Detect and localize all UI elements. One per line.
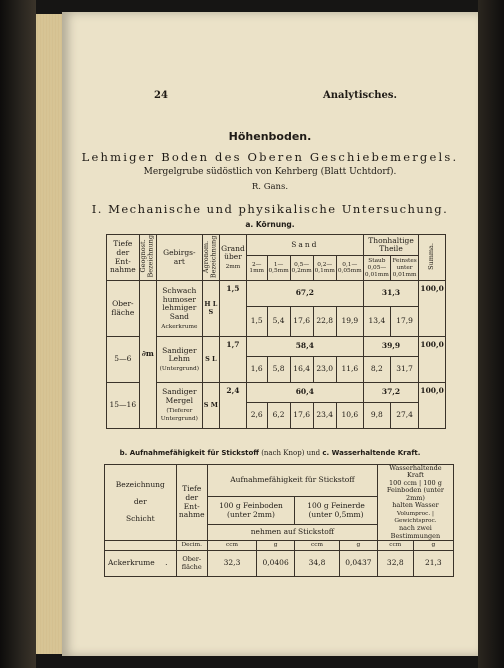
header-geognost: Geognost. Bezeichnung	[139, 235, 156, 281]
unit-cell: ccm	[207, 541, 256, 551]
table-cell-sand: 19,9	[336, 307, 363, 337]
table-cell-summa: 100,0	[419, 383, 446, 429]
section-heading: I. Mechanische und physikalische Untersuchung.	[91, 202, 449, 216]
table-cell-gebirgsart: Sandiger Lehm (Untergrund)	[156, 337, 202, 383]
unit-cell: g	[339, 541, 377, 551]
table-cell-thon-total: 39,9	[363, 337, 418, 357]
table-cell-gebirgsart: Sandiger Mergel (Tieferer Untergrund)	[156, 383, 202, 429]
table-cell-value: 32,8	[377, 551, 413, 577]
running-title: Analytisches.	[323, 90, 397, 101]
header-nehmen: nehmen auf Stickstoff	[207, 525, 377, 541]
table-cell-staub: 9,8	[363, 403, 390, 429]
table-cell-staub: 8,2	[363, 357, 390, 383]
table-cell-tiefe: 5—6	[107, 337, 140, 383]
unit-cell: ccm	[295, 541, 340, 551]
table-cell-gebirgsart: Schwach humoser lehmiger Sand Ackerkrume	[156, 281, 202, 337]
header-sand-col: 1—0,5mm	[267, 256, 290, 281]
table-cell-tiefe: 15—16	[107, 383, 140, 429]
table-cell-sand: 17,6	[290, 307, 313, 337]
unit-cell-empty	[105, 541, 177, 551]
header-aufnahme: Aufnahmefähigkeit für Stickstoff	[207, 465, 377, 497]
header-sand-col: 0,2—0,1mm	[313, 256, 336, 281]
table-cell-value: 21,3	[413, 551, 453, 577]
header-sand-col: 0,1—0,05mm	[336, 256, 363, 281]
book-cover-edge	[478, 0, 504, 668]
table-cell-sand: 16,4	[290, 357, 313, 383]
table-cell-sand: 2,6	[246, 403, 267, 429]
table-cell-value: 34,8	[295, 551, 340, 577]
table-cell-sand-total: 60,4	[246, 383, 363, 403]
table-cell-feinstes: 17,9	[390, 307, 418, 337]
table-cell-sand: 5,4	[267, 307, 290, 337]
author: R. Gans.	[251, 182, 289, 192]
subsection-c-label: c. Wasserhaltende Kraft.	[322, 449, 421, 457]
page-stack	[36, 14, 64, 654]
table-cell-sand: 17,6	[290, 403, 313, 429]
header-wasser: Wasserhaltende Kraft 100 ccm | 100 g Feinboden (unter 2mm) halten Wasser Volumproc. | Gewichtsproc. nach zwei Bestimmungen	[377, 465, 453, 541]
subsection-b-label: b. Aufnahmefähigkeit für Stickstoff	[119, 449, 259, 457]
table-cell-sand-total: 67,2	[246, 281, 363, 307]
table-cell-grand: 1,7	[220, 337, 247, 383]
table-cell-sand: 10,6	[336, 403, 363, 429]
subsection-b-heading	[62, 449, 478, 457]
table-cell-tiefe: Ober- fläche	[107, 281, 140, 337]
table-cell-sand: 11,6	[336, 357, 363, 383]
table-cell-geognost: ∂m	[139, 281, 156, 429]
table-cell-summa: 100,0	[419, 337, 446, 383]
header-thon: Thonhaltige Theile	[363, 235, 418, 256]
header-staub: Staub 0,05— 0,01mm	[363, 256, 390, 281]
header-sand: Sand	[246, 235, 363, 256]
table-cell-sand-total: 58,4	[246, 337, 363, 357]
unit-decim: Decim.	[176, 541, 207, 551]
header-tiefe: Tiefe der Ent- nahme	[176, 465, 207, 541]
subsection-b-connector: (nach Knop) und	[258, 449, 323, 457]
table-cell-feinstes: 31,7	[390, 357, 418, 383]
table-cell-grand: 1,5	[220, 281, 247, 337]
table-cell-schicht: Ackerkrume .	[105, 551, 177, 577]
table-cell-thon-total: 37,2	[363, 383, 418, 403]
table-cell-value: 32,3	[207, 551, 256, 577]
nitrogen-water-table	[104, 464, 454, 577]
table-cell-sand: 23,0	[313, 357, 336, 383]
table-cell-sand: 6,2	[267, 403, 290, 429]
table-cell-sand: 1,5	[246, 307, 267, 337]
header-feinerde: 100 g Feinerde (unter 0,5mm)	[295, 497, 378, 525]
table-cell-value: 0,0437	[339, 551, 377, 577]
header-feinstes: Feinstes unter 0,01mm	[390, 256, 418, 281]
table-cell-agronom: H L S	[202, 281, 219, 337]
header-tiefe: Tiefe der Ent- nahme	[107, 235, 140, 281]
header-gebirgsart: Gebirgs- art	[156, 235, 202, 281]
header-agronom: Agronom. Bezeichnung	[202, 235, 219, 281]
header-sand-col: 2—1mm	[246, 256, 267, 281]
soil-description: Lehmiger Boden des Oberen Geschiebemergels.	[81, 150, 459, 164]
table-cell-agronom: S L	[202, 337, 219, 383]
header-sand-col: 0,5—0,2mm	[290, 256, 313, 281]
table-cell-agronom: S M	[202, 383, 219, 429]
table-cell-sand: 22,8	[313, 307, 336, 337]
subsection-heading: a. Körnung.	[245, 220, 295, 229]
grain-size-table	[106, 234, 446, 429]
table-cell-feinstes: 27,4	[390, 403, 418, 429]
page-title: Höhenboden.	[228, 130, 312, 143]
unit-cell: ccm	[377, 541, 413, 551]
table-cell-sand: 1,6	[246, 357, 267, 383]
unit-cell: g	[413, 541, 453, 551]
table-cell-value: 0,0406	[257, 551, 295, 577]
header-bezeichnung: Bezeichnung der Schicht	[105, 465, 177, 541]
table-cell-staub: 13,4	[363, 307, 390, 337]
book-page	[62, 12, 478, 656]
location: Mergelgrube südöstlich von Kehrberg (Blatt Uchtdorf).	[143, 167, 397, 177]
table-cell-thon-total: 31,3	[363, 281, 418, 307]
table-cell-summa: 100,0	[419, 281, 446, 337]
header-feinboden: 100 g Feinboden (unter 2mm)	[207, 497, 294, 525]
table-cell-grand: 2,4	[220, 383, 247, 429]
table-cell-tiefe: Ober- fläche	[176, 551, 207, 577]
header-grand: Grand über 2mm	[220, 235, 247, 281]
header-summa: Summa.	[419, 235, 446, 281]
table-cell-sand: 5,8	[267, 357, 290, 383]
unit-cell: g	[257, 541, 295, 551]
page-number: 24	[154, 90, 168, 101]
table-cell-sand: 23,4	[313, 403, 336, 429]
book-spine	[0, 0, 36, 668]
